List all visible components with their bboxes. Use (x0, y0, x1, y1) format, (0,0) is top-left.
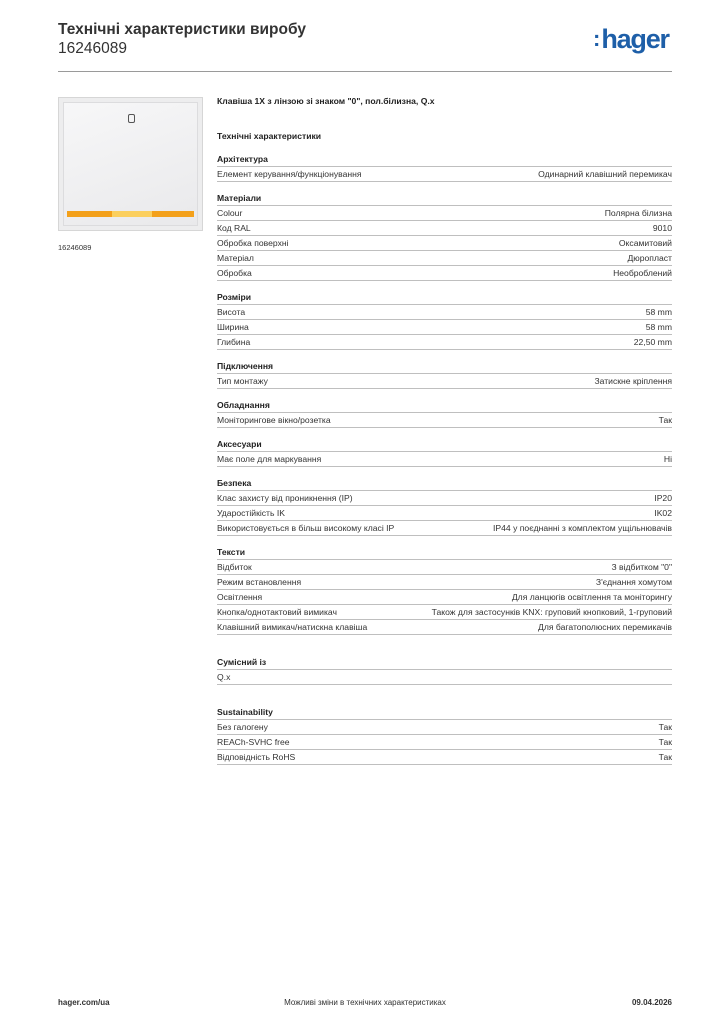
spec-label: Тип монтажу (217, 376, 268, 386)
product-image (58, 97, 203, 231)
product-title: Клавіша 1X з лінзою зі знаком "0", пол.білизна, Q.x (217, 96, 435, 106)
spec-label: Моніторингове вікно/розетка (217, 415, 331, 425)
spec-value: Так (658, 752, 672, 762)
spec-row (217, 575, 672, 590)
spec-value: Також для застосунків KNX: груповий кнопковий, 1-груповий (431, 607, 672, 617)
zero-symbol-icon (128, 114, 135, 123)
product-code: 16246089 (58, 40, 127, 57)
spec-label: Освітлення (217, 592, 263, 602)
spec-label: Клавішний вимикач/натискна клавіша (217, 622, 368, 632)
section-title: Безпека (217, 477, 672, 491)
spec-value: 58 mm (645, 307, 672, 317)
spec-row (217, 413, 672, 428)
spec-value: 58 mm (645, 322, 672, 332)
footer-note: Можливі зміни в технічних характеристиках (284, 998, 446, 1007)
section-title: Підключення (217, 360, 672, 374)
spec-section (217, 546, 672, 635)
section-title: Аксесуари (217, 438, 672, 452)
spec-section (217, 399, 672, 428)
hager-logo[interactable] (593, 24, 669, 56)
footer-date: 09.04.2026 (631, 998, 672, 1007)
spec-row (217, 750, 672, 765)
logo-dots-icon: : (593, 26, 601, 51)
header-divider (58, 71, 672, 72)
section-title: Обладнання (217, 399, 672, 413)
logo-text: hager (601, 24, 669, 54)
spec-section (217, 438, 672, 467)
spec-section (217, 153, 672, 182)
spec-value: IP20 (654, 493, 672, 503)
spec-row (217, 305, 672, 320)
spec-label: Обробка поверхні (217, 238, 289, 248)
spec-value: Затискне кріплення (594, 376, 672, 386)
spec-value: Дюропласт (627, 253, 672, 263)
spec-value: Ні (663, 454, 672, 464)
spec-label: Відповідність RoHS (217, 752, 296, 762)
spec-label: Глибина (217, 337, 251, 347)
spec-section (217, 192, 672, 281)
document-title: Технічні характеристики виробу (58, 21, 306, 38)
lens-highlight (112, 211, 152, 217)
spec-row (217, 720, 672, 735)
spec-value: Так (658, 737, 672, 747)
spec-section (217, 477, 672, 536)
spec-label: Colour (217, 208, 243, 218)
spec-value: Для ланцюгів освітлення та моніторингу (511, 592, 672, 602)
spec-section (217, 656, 672, 685)
spec-label: REACh-SVHC free (217, 737, 290, 747)
spec-label: Обробка (217, 268, 252, 278)
spec-row (217, 167, 672, 182)
spec-row (217, 320, 672, 335)
spec-label: Кнопка/однотактовий вимикач (217, 607, 337, 617)
spec-label: Клас захисту від проникнення (IP) (217, 493, 353, 503)
spec-label: Без галогену (217, 722, 268, 732)
spec-row (217, 670, 672, 685)
spec-row (217, 506, 672, 521)
spec-label: Режим встановлення (217, 577, 302, 587)
spec-row (217, 251, 672, 266)
spec-section (217, 360, 672, 389)
spec-row (217, 590, 672, 605)
spec-row (217, 521, 672, 536)
spec-label: Код RAL (217, 223, 251, 233)
spec-value: Оксамитовий (618, 238, 672, 248)
spec-value: 22,50 mm (633, 337, 672, 347)
spec-value: Так (658, 415, 672, 425)
document-header (58, 20, 306, 58)
spec-row (217, 620, 672, 635)
spec-label: Елемент керування/функціонування (217, 169, 362, 179)
spec-label: Q.x (217, 672, 231, 682)
section-title: Архітектура (217, 153, 672, 167)
spec-label: Ударостійкість IK (217, 508, 285, 518)
spec-row (217, 605, 672, 620)
spec-value: Необроблений (613, 268, 672, 278)
spec-label: Ширина (217, 322, 249, 332)
spec-label: Матеріал (217, 253, 254, 263)
spec-label: Використовується в більш високому класі IP (217, 523, 395, 533)
section-title: Тексти (217, 546, 672, 560)
spec-label: Відбиток (217, 562, 252, 572)
spec-section (217, 291, 672, 350)
rocker-switch-image (63, 102, 198, 226)
spec-heading: Технічні характеристики (217, 131, 322, 141)
spec-value: IK02 (654, 508, 672, 518)
spec-value: Для багатополюсних перемикачів (538, 622, 672, 632)
spec-row (217, 735, 672, 750)
spec-value: 9010 (652, 223, 672, 233)
spec-value: Так (658, 722, 672, 732)
spec-row (217, 206, 672, 221)
spec-sections (217, 153, 672, 765)
section-title: Sustainability (217, 706, 672, 720)
spec-row (217, 491, 672, 506)
spec-row (217, 374, 672, 389)
spec-value: З відбитком "0" (611, 562, 672, 572)
spec-row (217, 560, 672, 575)
spec-section (217, 706, 672, 765)
section-title: Сумісний із (217, 656, 672, 670)
spec-value: З'єднання хомутом (595, 577, 672, 587)
spec-value: Одинарний клавішний перемикач (538, 169, 672, 179)
section-title: Розміри (217, 291, 672, 305)
spec-row (217, 335, 672, 350)
spec-row (217, 266, 672, 281)
spec-value: Полярна білизна (604, 208, 672, 218)
image-caption: 16246089 (58, 243, 92, 252)
spec-label: Висота (217, 307, 246, 317)
spec-value: IP44 у поєднанні з комплектом ущільнювачів (493, 523, 672, 533)
spec-row (217, 221, 672, 236)
spec-content (217, 94, 672, 765)
section-title: Матеріали (217, 192, 672, 206)
footer-website-link[interactable]: hager.com/ua (58, 998, 110, 1007)
spec-label: Має поле для маркування (217, 454, 322, 464)
spec-row (217, 236, 672, 251)
spec-row (217, 452, 672, 467)
